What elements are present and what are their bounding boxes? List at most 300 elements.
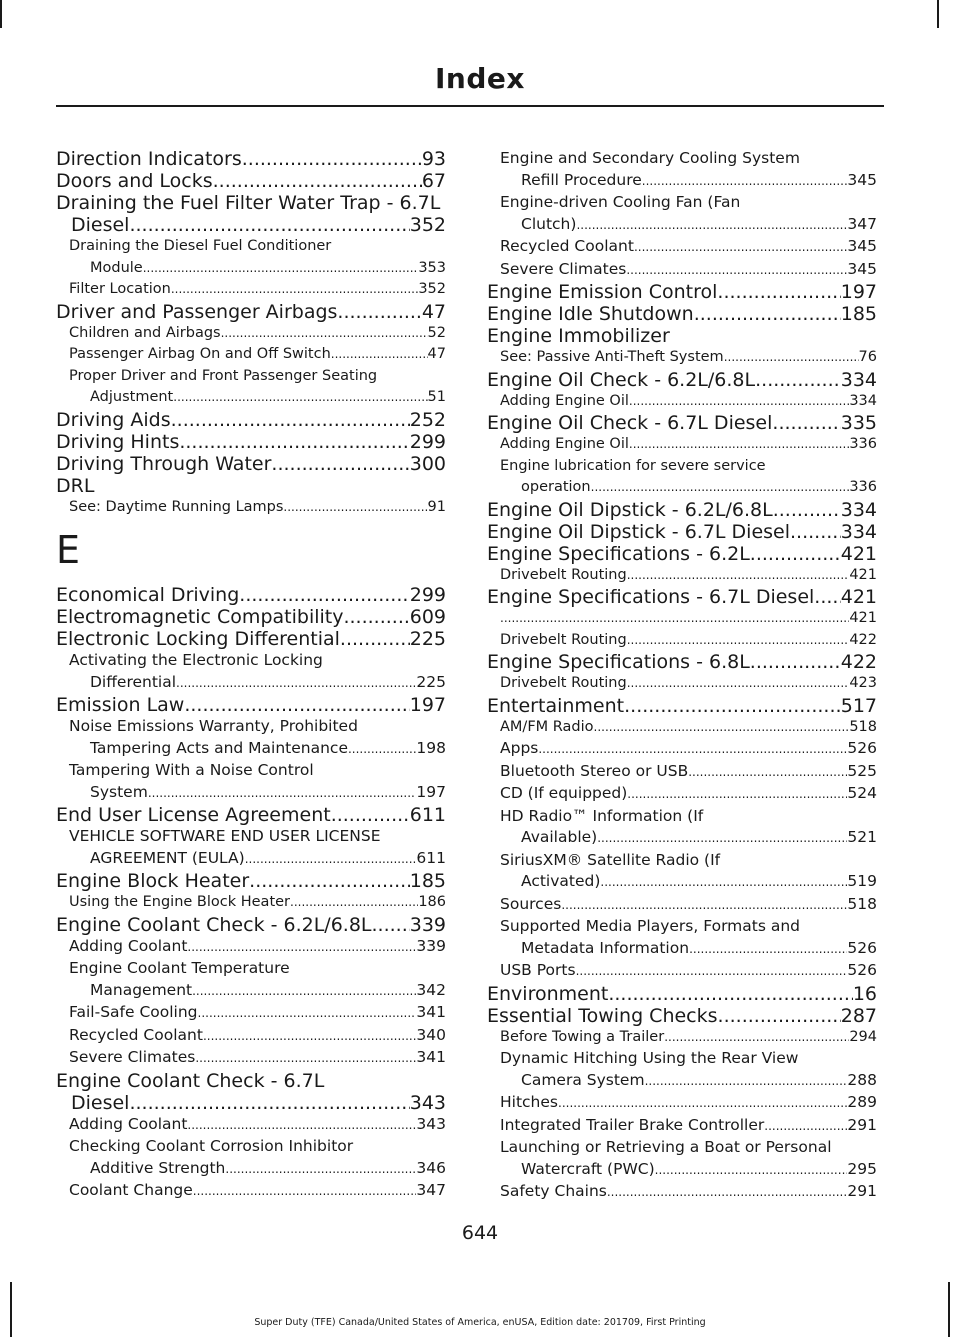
entry-title: Passenger Airbag On and Off Switch: [69, 346, 331, 362]
page-reference[interactable]: 47: [421, 300, 446, 323]
dot-leader: [814, 586, 840, 608]
index-entry[interactable]: [56, 192, 446, 236]
page-title: Index: [435, 62, 525, 95]
entry-title-continued: Clutch): [521, 214, 577, 233]
entry-title: Engine-driven Cooling Fan (Fan: [500, 193, 741, 211]
index-column-right: [487, 148, 877, 1204]
index-entry[interactable]: [487, 281, 877, 303]
dot-leader: [171, 279, 418, 301]
page-reference[interactable]: 343: [416, 1114, 446, 1133]
page-reference[interactable]: 341: [416, 1003, 446, 1021]
index-entry[interactable]: [487, 521, 877, 543]
entry-title: Launching or Retrieving a Boat or Personal: [500, 1138, 832, 1156]
index-subentry[interactable]: [487, 630, 877, 652]
entry-title: Doors and Locks: [56, 170, 213, 192]
page-reference[interactable]: 76: [858, 349, 877, 365]
page-reference[interactable]: 91: [427, 498, 446, 515]
entry-title: Adding Engine Oil: [500, 392, 629, 409]
dot-leader: [624, 695, 841, 717]
entry-title: Dynamic Hitching Using the Rear View: [500, 1049, 799, 1067]
index-subentry[interactable]: [56, 1180, 446, 1203]
index-subentry[interactable]: [487, 894, 877, 917]
index-subentry[interactable]: [487, 1027, 877, 1049]
index-entry[interactable]: [56, 148, 446, 170]
entry-title-continued: Activated): [521, 872, 601, 890]
entry-title: Essential Towing Checks: [487, 1004, 718, 1027]
index-subentry[interactable]: [56, 650, 446, 694]
entry-title: Economical Driving: [56, 584, 240, 606]
entry-title-continued: operation: [521, 479, 591, 495]
index-subentry[interactable]: [487, 1181, 877, 1204]
index-subentry[interactable]: [487, 608, 877, 630]
dot-leader: [773, 499, 841, 521]
page-reference[interactable]: 343: [409, 1091, 446, 1114]
page-reference[interactable]: 16: [852, 982, 877, 1005]
index-entry[interactable]: [56, 584, 446, 606]
dot-leader: [645, 1071, 848, 1093]
index-entry[interactable]: [56, 914, 446, 936]
index-subentry[interactable]: [56, 936, 446, 959]
index-subentry[interactable]: [487, 456, 877, 499]
entry-title: Entertainment: [487, 694, 625, 717]
crop-mark-top-right-vertical: [937, 0, 939, 28]
page-reference[interactable]: 422: [840, 651, 877, 673]
dot-leader: [627, 565, 850, 587]
dot-leader: [608, 983, 852, 1005]
page-reference[interactable]: 518: [847, 894, 877, 913]
index-subentry[interactable]: [487, 960, 877, 983]
entry-title: Engine Specifications - 6.2L: [487, 542, 750, 565]
page-reference[interactable]: 342: [416, 980, 446, 999]
index-entry[interactable]: [487, 303, 877, 325]
page-reference[interactable]: 521: [847, 828, 877, 846]
page-reference[interactable]: 225: [416, 672, 446, 691]
page-reference[interactable]: 421: [840, 586, 877, 608]
dot-leader: [634, 237, 847, 259]
page-reference[interactable]: 345: [847, 259, 877, 278]
entry-title: Recycled Coolant: [500, 237, 634, 255]
page-reference[interactable]: 526: [847, 739, 877, 757]
index-subentry[interactable]: [56, 760, 446, 804]
entry-title-continued: Additive Strength: [90, 1158, 226, 1177]
entry-title: VEHICLE SOFTWARE END USER LICENSE: [69, 827, 381, 845]
entry-title-continued: Camera System: [521, 1070, 645, 1089]
entry-title: Engine and Secondary Cooling System: [500, 149, 800, 167]
page-reference[interactable]: 352: [418, 281, 446, 297]
crop-mark-top-left-vertical: [0, 0, 2, 28]
page-reference[interactable]: 294: [849, 1028, 877, 1045]
dot-leader: [213, 170, 422, 192]
entry-title-continued: Available): [521, 828, 598, 846]
index-subentry[interactable]: [56, 826, 446, 870]
index-subentry[interactable]: [56, 1025, 446, 1048]
dot-leader: [576, 961, 848, 983]
index-entry[interactable]: [56, 606, 446, 628]
dot-leader: [187, 1115, 416, 1137]
page-reference[interactable]: 517: [840, 694, 877, 717]
dot-leader: [718, 1005, 841, 1027]
dot-leader: [179, 431, 409, 453]
index-entry[interactable]: [487, 325, 877, 347]
entry-title: Engine Oil Check - 6.2L/6.8L: [487, 368, 756, 391]
index-subentry[interactable]: [56, 236, 446, 279]
dot-leader: [245, 849, 417, 871]
dot-leader: [331, 344, 428, 366]
entry-title: Safety Chains: [500, 1182, 607, 1200]
index-subentry[interactable]: [487, 236, 877, 259]
page-reference[interactable]: 225: [409, 628, 446, 650]
page-reference[interactable]: 47: [427, 346, 446, 362]
crop-mark-bottom-right-vertical: [948, 1282, 950, 1337]
index-entry[interactable]: [487, 651, 877, 673]
index-subentry[interactable]: [487, 806, 877, 850]
dot-leader: [591, 477, 850, 499]
dot-leader: [187, 937, 416, 959]
page-reference[interactable]: 291: [847, 1115, 877, 1134]
dot-leader: [193, 1181, 417, 1203]
entry-title: Driver and Passenger Airbags: [56, 300, 338, 323]
entry-title: Engine Block Heater: [56, 870, 250, 892]
index-entry[interactable]: [56, 170, 446, 192]
index-subentry[interactable]: [487, 259, 877, 282]
index-subentry[interactable]: [487, 192, 877, 236]
entry-title-continued: Refill Procedure: [521, 170, 642, 189]
page-reference[interactable]: 341: [416, 1048, 446, 1066]
dot-leader: [148, 783, 417, 805]
entry-title: Noise Emissions Warranty, Prohibited: [69, 717, 358, 735]
dot-leader: [271, 453, 409, 475]
entry-title: Recycled Coolant: [69, 1025, 203, 1044]
index-subentry[interactable]: [487, 717, 877, 739]
page-reference[interactable]: 421: [849, 610, 877, 626]
entry-title: Draining the Fuel Filter Water Trap - 6.7L: [56, 192, 441, 214]
index-entry[interactable]: [56, 453, 446, 475]
index-subentry[interactable]: [487, 738, 877, 761]
dot-leader: [629, 391, 849, 413]
index-subentry[interactable]: [487, 347, 877, 369]
entry-title: Filter Location: [69, 281, 171, 297]
entry-title: Engine Oil Dipstick - 6.7L Diesel: [487, 520, 790, 543]
footer-edition: Super Duty (TFE) Canada/United States of America, enUSA, Edition date: 201709, First Printing: [254, 1317, 706, 1328]
page-reference[interactable]: 339: [416, 936, 446, 955]
dot-leader: [129, 214, 409, 236]
index-subentry[interactable]: [487, 391, 877, 413]
page-reference[interactable]: 185: [840, 303, 877, 325]
index-subentry[interactable]: [487, 673, 877, 695]
dot-leader: [203, 1026, 416, 1048]
page-reference[interactable]: 295: [847, 1159, 877, 1178]
index-subentry[interactable]: [56, 958, 446, 1002]
index-entry[interactable]: [487, 586, 877, 608]
entry-title: DRL: [56, 474, 95, 497]
page-reference[interactable]: 519: [847, 872, 877, 890]
page-reference[interactable]: 611: [416, 848, 446, 867]
entry-title-continued: Tampering Acts and Maintenance: [90, 738, 348, 757]
page-reference[interactable]: 347: [416, 1181, 446, 1199]
page-reference[interactable]: 52: [427, 324, 446, 341]
index-entry[interactable]: [487, 543, 877, 565]
dot-leader: [195, 1048, 416, 1070]
page-reference[interactable]: 291: [847, 1182, 877, 1200]
page-reference[interactable]: 353: [418, 259, 446, 276]
entry-title: USB Ports: [500, 961, 576, 979]
entry-title: Driving Hints: [56, 430, 180, 453]
page-reference[interactable]: 352: [409, 214, 446, 236]
dot-leader: [249, 870, 410, 892]
index-subentry[interactable]: [487, 1048, 877, 1092]
entry-title: Direction Indicators: [56, 148, 242, 170]
index-entry[interactable]: [56, 475, 446, 497]
entry-title: Adding Engine Oil: [500, 436, 629, 452]
index-subentry[interactable]: [56, 366, 446, 409]
page-reference[interactable]: 186: [418, 894, 446, 910]
index-subentry[interactable]: [56, 323, 446, 345]
dot-leader: [198, 1003, 417, 1025]
page-reference[interactable]: 299: [409, 584, 446, 606]
dot-leader: [184, 694, 409, 716]
entry-title: Electronic Locking Differential: [56, 628, 340, 650]
page-reference[interactable]: 197: [409, 694, 446, 716]
entry-title-continued: Watercraft (PWC): [521, 1159, 655, 1178]
index-entry[interactable]: [56, 628, 446, 650]
index-entry[interactable]: [487, 412, 877, 434]
index-entry[interactable]: [56, 870, 446, 892]
index-entry[interactable]: [487, 499, 877, 521]
dot-leader: [627, 673, 850, 695]
dot-leader: [538, 739, 847, 761]
index-subentry[interactable]: [487, 1092, 877, 1115]
page-reference[interactable]: 289: [847, 1093, 877, 1111]
dot-leader: [689, 939, 847, 961]
dot-leader: [629, 434, 849, 456]
page-reference[interactable]: 609: [409, 606, 446, 628]
index-entry[interactable]: [56, 409, 446, 431]
page-reference[interactable]: 299: [409, 430, 446, 453]
dot-leader: [283, 497, 427, 519]
dot-leader: [772, 412, 840, 434]
dot-leader: [688, 762, 847, 784]
entry-title: Driving Aids: [56, 408, 171, 431]
index-subentry[interactable]: [487, 565, 877, 587]
entry-title: Engine Specifications - 6.7L Diesel: [487, 586, 815, 608]
entry-title: Supported Media Players, Formats and: [500, 917, 801, 935]
page-reference[interactable]: 340: [416, 1025, 446, 1044]
index-subentry[interactable]: [56, 892, 446, 914]
dot-leader: [173, 387, 427, 409]
page-reference[interactable]: 51: [427, 389, 446, 405]
index-subentry[interactable]: [487, 916, 877, 960]
entry-title: Drivebelt Routing: [500, 631, 627, 648]
entry-title: See: Daytime Running Lamps: [69, 498, 284, 515]
page-reference[interactable]: 197: [416, 782, 446, 801]
dot-leader: [290, 892, 418, 914]
entry-title: Engine Idle Shutdown: [487, 303, 694, 325]
entry-title: Integrated Trailer Brake Controller: [500, 1115, 765, 1134]
entry-title: Checking Coolant Corrosion Inhibitor: [69, 1137, 354, 1155]
index-subentry[interactable]: [56, 1136, 446, 1180]
page-reference[interactable]: 345: [847, 237, 877, 255]
index-subentry[interactable]: [487, 434, 877, 456]
page-reference[interactable]: 334: [840, 520, 877, 543]
entry-title: Engine Specifications - 6.8L: [487, 651, 750, 673]
dot-leader: [626, 260, 847, 282]
page-reference[interactable]: 288: [847, 1070, 877, 1089]
index-subentry[interactable]: [56, 279, 446, 301]
page-reference[interactable]: 93: [421, 148, 446, 170]
page-reference[interactable]: 526: [847, 938, 877, 957]
dot-leader: [340, 628, 410, 650]
index-entry[interactable]: [487, 695, 877, 717]
entry-title: End User License Agreement: [56, 804, 331, 826]
page-reference[interactable]: 518: [849, 718, 877, 735]
dot-leader: [331, 804, 410, 826]
dot-leader: [600, 872, 847, 894]
section-letter: E: [56, 528, 81, 572]
entry-title: Adding Coolant: [69, 936, 188, 955]
index-subentry[interactable]: [56, 716, 446, 760]
page-reference[interactable]: 185: [409, 870, 446, 892]
entry-title-continued: Metadata Information: [521, 938, 690, 957]
page-reference[interactable]: 252: [409, 408, 446, 431]
dot-leader: [576, 215, 847, 237]
page-reference[interactable]: 335: [840, 412, 877, 434]
page-reference[interactable]: 526: [847, 961, 877, 979]
entry-title-continued: Adjustment: [90, 389, 174, 405]
dot-leader: [750, 543, 841, 565]
entry-title: Engine Emission Control: [487, 281, 718, 303]
index-entry[interactable]: [487, 983, 877, 1005]
index-subentry[interactable]: [56, 1047, 446, 1070]
index-entry[interactable]: [487, 1005, 877, 1027]
entry-title: Before Towing a Trailer: [500, 1028, 665, 1045]
dot-leader: [607, 1182, 848, 1204]
entry-title: Engine Coolant Temperature: [69, 959, 290, 977]
dot-leader: [764, 1116, 847, 1138]
entry-title: Severe Climates: [500, 259, 627, 278]
dot-leader: [558, 1093, 847, 1115]
dot-leader: [597, 828, 847, 850]
dot-leader: [755, 369, 841, 391]
index-entry[interactable]: [56, 431, 446, 453]
index-entry[interactable]: [56, 1070, 446, 1114]
page-reference[interactable]: 336: [849, 479, 877, 495]
dot-leader: [343, 606, 409, 628]
title-divider: [56, 105, 884, 107]
index-subentry[interactable]: [487, 850, 877, 894]
dot-leader: [242, 148, 422, 170]
dot-leader: [348, 739, 416, 761]
entry-title: Drivebelt Routing: [500, 566, 627, 583]
entry-title-continued: Module: [90, 259, 143, 276]
dot-leader: [221, 323, 428, 345]
dot-leader: [171, 409, 410, 431]
entry-title: Adding Coolant: [69, 1114, 188, 1133]
page-reference[interactable]: 334: [849, 392, 877, 409]
index-subentry[interactable]: [56, 1114, 446, 1137]
page-reference[interactable]: 423: [849, 675, 877, 691]
index-entry[interactable]: [56, 301, 446, 323]
entry-title-continued: Diesel: [71, 214, 130, 236]
index-subentry[interactable]: [487, 1115, 877, 1138]
dot-leader: [664, 1027, 849, 1049]
index-subentry[interactable]: [56, 1002, 446, 1025]
page-reference[interactable]: 347: [847, 214, 877, 233]
page-reference[interactable]: 67: [421, 170, 446, 192]
page-reference[interactable]: 422: [849, 631, 877, 648]
entry-title: Tampering With a Noise Control: [69, 761, 314, 779]
entry-title: HD Radio™ Information (If: [500, 806, 704, 825]
page-reference[interactable]: 287: [840, 1004, 877, 1027]
entry-title: Bluetooth Stereo or USB: [500, 761, 689, 780]
entry-title: Engine Oil Check - 6.7L Diesel: [487, 412, 773, 434]
index-subentry[interactable]: [56, 497, 446, 519]
page-reference[interactable]: 198: [416, 738, 446, 757]
page-reference[interactable]: 334: [840, 368, 877, 391]
entry-title: Drivebelt Routing: [500, 675, 627, 691]
index-entry[interactable]: [487, 369, 877, 391]
index-entry[interactable]: [56, 804, 446, 826]
entry-title: Driving Through Water: [56, 452, 272, 475]
index-subentry[interactable]: [487, 148, 877, 192]
dot-leader: [192, 981, 416, 1003]
page-reference[interactable]: 339: [409, 913, 446, 936]
dot-leader: [694, 303, 841, 325]
page-reference[interactable]: 611: [409, 804, 446, 826]
dot-leader: [372, 914, 410, 936]
entry-title: Engine Immobilizer: [487, 325, 670, 347]
dot-leader: [143, 258, 419, 280]
entry-title: Severe Climates: [69, 1048, 196, 1066]
index-subentry[interactable]: [56, 344, 446, 366]
index-entry[interactable]: [56, 694, 446, 716]
index-subentry[interactable]: [487, 761, 877, 784]
entry-title: Children and Airbags: [69, 324, 221, 341]
index-column-left: [56, 148, 446, 1203]
page-reference[interactable]: 345: [847, 170, 877, 189]
entry-title-continued: AGREEMENT (EULA): [90, 848, 245, 867]
page-reference[interactable]: 197: [840, 281, 877, 303]
entry-title-continued: System: [90, 782, 148, 801]
entry-title-continued: Diesel: [71, 1091, 130, 1114]
entry-title: Hitches: [500, 1093, 558, 1111]
dot-leader: [176, 673, 416, 695]
index-subentry[interactable]: [487, 783, 877, 806]
dot-leader: [717, 281, 840, 303]
dot-leader: [627, 630, 850, 652]
entry-title-continued: Management: [90, 980, 193, 999]
dot-leader: [642, 171, 848, 193]
index-subentry[interactable]: [487, 1137, 877, 1181]
page-reference[interactable]: 300: [409, 452, 446, 475]
page-number: 644: [461, 1222, 499, 1244]
dot-leader: [627, 784, 847, 806]
page-reference[interactable]: 524: [847, 784, 877, 802]
entry-title: Electromagnetic Compatibility: [56, 606, 344, 628]
entry-title: See: Passive Anti-Theft System: [500, 349, 724, 365]
page-reference[interactable]: 525: [847, 761, 877, 780]
page-reference[interactable]: 334: [840, 498, 877, 521]
dot-leader: [239, 584, 409, 606]
entry-title: Fail-Safe Cooling: [69, 1003, 198, 1021]
dot-leader: [337, 301, 421, 323]
page-reference[interactable]: 346: [416, 1158, 446, 1177]
page-reference[interactable]: 336: [849, 436, 877, 452]
entry-title: Engine Coolant Check - 6.7L: [56, 1069, 325, 1092]
entry-title: Activating the Electronic Locking: [69, 651, 323, 669]
page-reference[interactable]: 421: [849, 566, 877, 583]
page-reference[interactable]: 421: [840, 542, 877, 565]
entry-title: Draining the Diesel Fuel Conditioner: [69, 238, 332, 254]
